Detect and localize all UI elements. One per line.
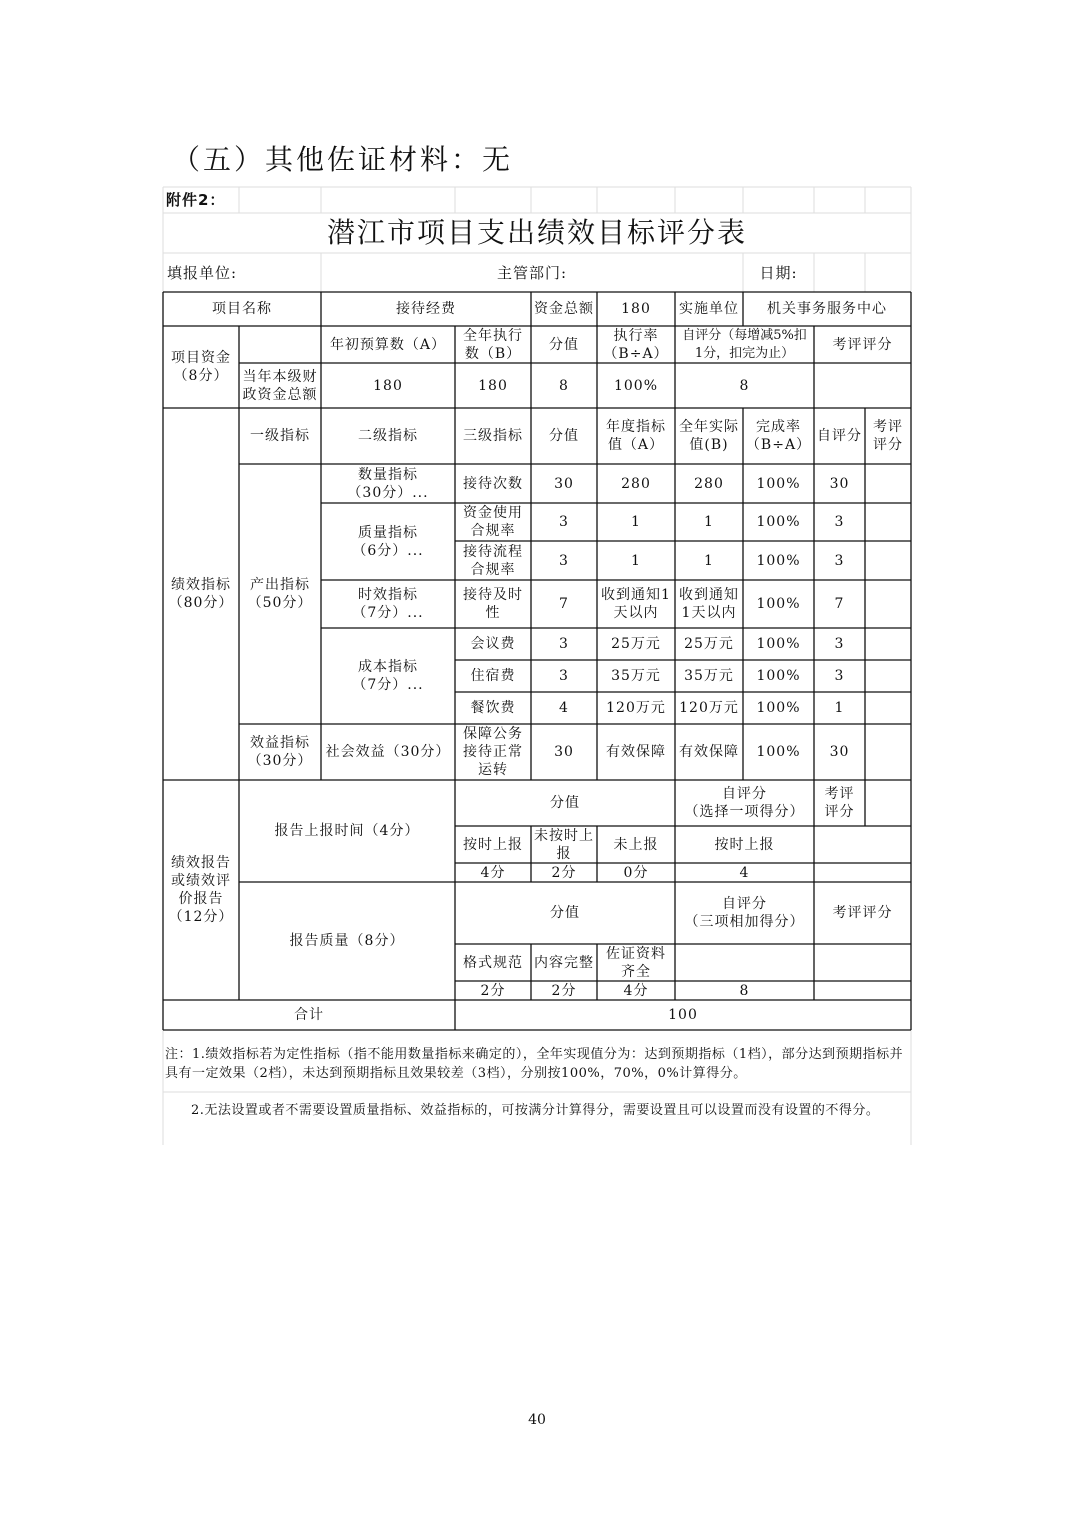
report-quality-points: 2分: [480, 982, 506, 999]
table-row-cell-actual: 25万元: [684, 636, 734, 652]
table-row-cell-score: 3: [559, 514, 569, 530]
table-row-cell-actual: 1: [704, 552, 714, 569]
report-time-label: 报告上报时间（4分）: [274, 823, 420, 839]
perf-h-actual: 全年实际 值(B): [679, 419, 739, 453]
table-title: 潜江市项目支出绩效目标评分表: [326, 216, 747, 249]
report-quality-option: 内容完整: [534, 954, 594, 971]
perf-h-level2: 二级指标: [358, 428, 418, 444]
timeliness-indicator-label: 时效指标 （7分）...: [352, 587, 424, 621]
date-label: 日期:: [759, 263, 798, 282]
funds-col-budget: 年初预算数（A）: [329, 336, 447, 353]
table-row-cell-target: 1: [631, 552, 641, 569]
perf-h-level3: 三级指标: [463, 428, 523, 444]
total-label: 合计: [294, 1007, 324, 1023]
perf-h-review: 考评 评分: [873, 419, 903, 453]
report-time-option: 按时上报: [463, 836, 523, 853]
table-row-cell-self: 3: [834, 552, 845, 569]
table-row-cell-target: 35万元: [611, 668, 661, 684]
table-row-cell-actual: 1: [704, 514, 714, 530]
table-row-cell-self: 30: [829, 475, 850, 492]
table-row-cell-rate: 100%: [756, 552, 801, 569]
table-row-cell-rate: 100%: [756, 596, 801, 612]
attachment-label: 附件2：: [166, 191, 226, 209]
table-row-cell-rate: 100%: [756, 700, 801, 716]
table-row-cell-name: 资金使用 合规率: [463, 505, 523, 539]
perf-h-rate: 完成率 （B÷A）: [745, 419, 812, 453]
funds-exec-value: 180: [478, 377, 508, 394]
table-row-cell-self: 30: [829, 744, 850, 760]
table-row-cell-target: 1: [631, 514, 641, 530]
table-row-cell-target: 有效保障: [606, 744, 666, 760]
report-section-label: 绩效报告 或绩效评 价报告 （12分）: [168, 855, 234, 925]
table-row-cell-rate: 100%: [756, 475, 801, 492]
perf-h-self: 自评分: [817, 428, 862, 444]
report-time-points: 0分: [623, 864, 649, 881]
table-row-cell-self: 7: [834, 596, 845, 612]
social-benefit-label: 社会效益（30分）: [325, 744, 451, 760]
table-row-cell-actual: 280: [694, 475, 724, 492]
table-row-cell-target: 收到通知1 天以内: [601, 587, 671, 621]
funds-col-exec: 全年执行 数（B）: [463, 327, 523, 362]
report-quality-points: 4分: [623, 982, 649, 999]
benefit-indicator-label: 效益指标 （30分）: [247, 735, 313, 769]
funds-rate-value: 100%: [613, 377, 659, 394]
table-row-cell-rate: 100%: [756, 668, 801, 684]
table-row-cell-rate: 100%: [756, 636, 801, 652]
report-quality-self-score: 8: [739, 982, 750, 999]
report-time-self-header: 自评分 （选择一项得分）: [684, 786, 805, 820]
page-number: 40: [528, 1412, 546, 1428]
total-funds-value: 180: [621, 301, 651, 317]
report-time-option: 未按时上 报: [534, 827, 594, 862]
report-time-self-choice: 按时上报: [714, 836, 775, 853]
table-row-cell-actual: 35万元: [684, 668, 734, 684]
report-time-points: 4分: [480, 864, 506, 881]
table-row-cell-target: 25万元: [611, 636, 661, 652]
table-row-cell-rate: 100%: [756, 744, 801, 760]
table-row-cell-name: 住宿费: [470, 668, 516, 684]
funds-col-review: 考评评分: [832, 336, 893, 353]
report-quality-points: 2分: [551, 982, 577, 999]
funds-budget-value: 180: [373, 377, 403, 394]
note-1: 注：1.绩效指标若为定性指标（指不能用数量指标来确定的），全年实现值分为：达到预期指标（1档），部分达到预期指标并具有一定效果（2档），未达到预期指标且效果较差（3档），分别按100%，70%，0%计算得分。: [165, 1047, 904, 1081]
funds-section-label: 项目资金 （8分）: [171, 350, 231, 384]
table-row-cell-rate: 100%: [756, 514, 801, 530]
table-row-cell-name: 会议费: [470, 636, 516, 652]
funds-row-label: 当年本级财 政资金总额: [242, 368, 318, 403]
report-quality-label: 报告质量（8分）: [289, 933, 405, 949]
funds-col-self: 自评分（每增减5%扣 1分，扣完为止）: [682, 327, 807, 361]
report-time-points: 2分: [551, 864, 577, 881]
output-indicator-label: 产出指标 （50分）: [247, 577, 313, 611]
table-row-cell-actual: 有效保障: [679, 744, 739, 760]
table-row-cell-actual: 120万元: [679, 700, 739, 716]
funds-col-rate: 执行率 （B÷A）: [603, 327, 669, 362]
table-row-cell-target: 280: [621, 475, 651, 492]
perf-h-score: 分值: [549, 428, 579, 444]
table-row-cell-name: 接待流程 合规率: [463, 543, 523, 578]
note-2: 2.无法设置或者不需要设置质量指标、效益指标的，可按满分计算得分，需要设置且可以设置而没有设置的不得分。: [191, 1103, 880, 1118]
table-row-cell-self: 3: [834, 514, 845, 530]
perf-h-target: 年度指标 值（A）: [606, 419, 666, 453]
report-time-option: 未上报: [613, 836, 659, 853]
table-row-cell-score: 3: [559, 552, 569, 569]
total-value: 100: [668, 1007, 698, 1023]
cost-indicator-label: 成本指标 （7分）...: [352, 659, 424, 693]
section-heading: （五）其他佐证材料：无: [172, 143, 514, 176]
table-row-cell-score: 4: [559, 700, 569, 716]
project-name-value: 接待经费: [396, 301, 456, 317]
report-quality-review-header: 考评评分: [832, 905, 893, 921]
table-row-cell-target: 120万元: [606, 700, 666, 716]
table-row-cell-actual: 收到通知 1天以内: [679, 587, 739, 621]
quantity-indicator-label: 数量指标 （30分）...: [347, 466, 429, 501]
perf-section-label: 绩效指标 （80分）: [168, 577, 234, 611]
table-row-cell-score: 3: [559, 636, 569, 652]
table-row-cell-self: 1: [834, 700, 845, 716]
impl-unit-label: 实施单位: [679, 301, 739, 317]
table-row-cell-self: 3: [834, 636, 845, 652]
table-row-cell-score: 3: [559, 668, 569, 684]
funds-self-value: 8: [739, 377, 750, 394]
dept-label: 主管部门:: [496, 263, 568, 282]
report-quality-option: 佐证资料 齐全: [606, 945, 666, 980]
fill-unit-label: 填报单位:: [167, 263, 238, 282]
funds-col-score: 分值: [549, 336, 579, 353]
table-row-cell-score: 30: [554, 744, 574, 760]
table-row-cell-name: 保障公务 接待正常 运转: [463, 726, 523, 778]
report-quality-self-header: 自评分 （三项相加得分）: [684, 896, 805, 930]
table-row-cell-score: 30: [554, 475, 574, 492]
report-quality-score-header: 分值: [550, 905, 580, 921]
total-funds-label: 资金总额: [534, 301, 594, 317]
report-quality-option: 格式规范: [463, 954, 523, 971]
impl-unit-value: 机关事务服务中心: [767, 301, 887, 317]
project-name-label: 项目名称: [212, 301, 272, 317]
quality-indicator-label: 质量指标 （6分）...: [352, 524, 424, 559]
table-row-cell-score: 7: [559, 596, 569, 612]
table-row-cell-name: 餐饮费: [470, 700, 516, 716]
table-row-cell-self: 3: [834, 668, 845, 684]
table-row-cell-name: 接待次数: [463, 475, 523, 492]
funds-score-value: 8: [559, 377, 569, 394]
report-time-review-header: 考评 评分: [824, 786, 855, 820]
report-time-score-header: 分值: [550, 795, 580, 811]
report-time-self-score: 4: [739, 864, 750, 881]
perf-h-level1: 一级指标: [250, 428, 310, 444]
table-row-cell-name: 接待及时 性: [463, 587, 523, 621]
